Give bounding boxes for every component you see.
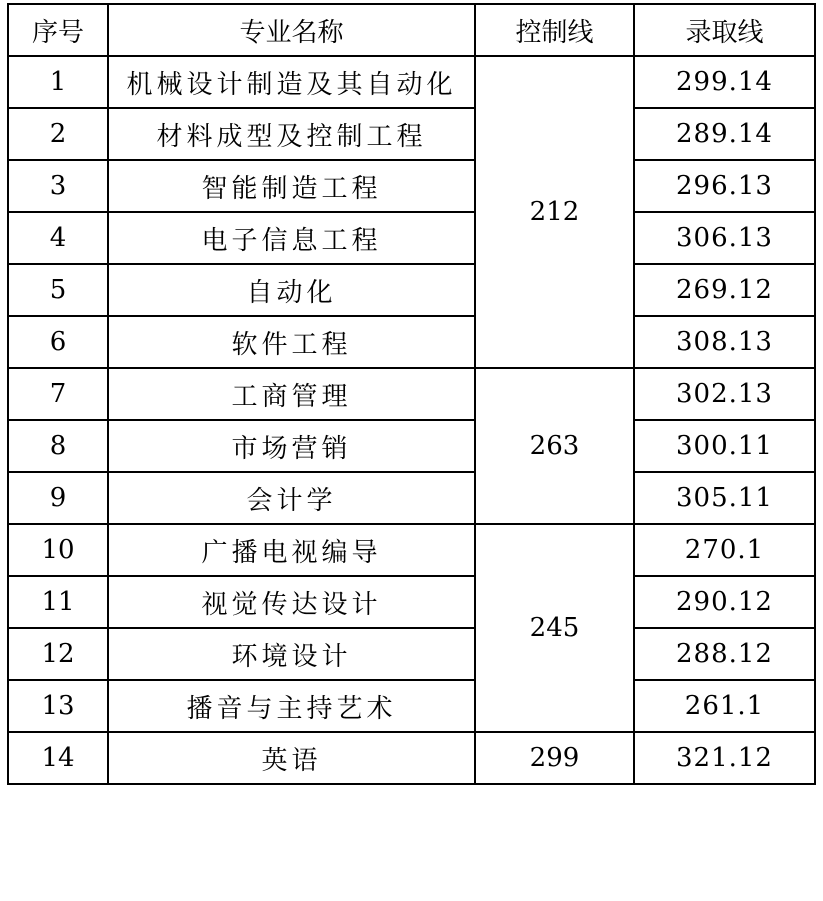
admission-scores-table: [7, 3, 816, 785]
admission-score: 288.12: [634, 628, 815, 680]
row-index: 14: [8, 732, 108, 784]
table-row: [8, 368, 815, 420]
row-index: 7: [8, 368, 108, 420]
control-line-value: 263: [475, 368, 634, 524]
header-admission-line: 录取线: [634, 4, 815, 56]
table-row: [8, 576, 815, 628]
row-index: 5: [8, 264, 108, 316]
admission-score: 305.11: [634, 472, 815, 524]
control-line-value: 299: [475, 732, 634, 784]
major-name: 自动化: [108, 264, 475, 316]
header-row: [8, 4, 815, 56]
admission-table-container: [7, 3, 816, 785]
admission-score: 269.12: [634, 264, 815, 316]
row-index: 3: [8, 160, 108, 212]
row-index: 6: [8, 316, 108, 368]
major-name: 软件工程: [108, 316, 475, 368]
admission-score: 308.13: [634, 316, 815, 368]
row-index: 11: [8, 576, 108, 628]
row-index: 12: [8, 628, 108, 680]
table-row: [8, 108, 815, 160]
admission-score: 261.1: [634, 680, 815, 732]
row-index: 2: [8, 108, 108, 160]
table-row: [8, 56, 815, 108]
admission-score: 321.12: [634, 732, 815, 784]
row-index: 1: [8, 56, 108, 108]
major-name: 会计学: [108, 472, 475, 524]
table-row: [8, 628, 815, 680]
header-control-line: 控制线: [475, 4, 634, 56]
table-row: [8, 212, 815, 264]
header-index: 序号: [8, 4, 108, 56]
admission-score: 296.13: [634, 160, 815, 212]
admission-score: 300.11: [634, 420, 815, 472]
table-row: [8, 160, 815, 212]
major-name: 环境设计: [108, 628, 475, 680]
table-row: [8, 680, 815, 732]
major-name: 智能制造工程: [108, 160, 475, 212]
table-row: [8, 732, 815, 784]
row-index: 10: [8, 524, 108, 576]
admission-score: 290.12: [634, 576, 815, 628]
table-row: [8, 524, 815, 576]
table-row: [8, 264, 815, 316]
major-name: 工商管理: [108, 368, 475, 420]
major-name: 视觉传达设计: [108, 576, 475, 628]
major-name: 广播电视编导: [108, 524, 475, 576]
major-name: 英语: [108, 732, 475, 784]
row-index: 9: [8, 472, 108, 524]
row-index: 13: [8, 680, 108, 732]
row-index: 8: [8, 420, 108, 472]
major-name: 播音与主持艺术: [108, 680, 475, 732]
major-name: 材料成型及控制工程: [108, 108, 475, 160]
row-index: 4: [8, 212, 108, 264]
major-name: 市场营销: [108, 420, 475, 472]
control-line-value: 245: [475, 524, 634, 732]
control-line-value: 212: [475, 56, 634, 368]
admission-score: 289.14: [634, 108, 815, 160]
header-major: 专业名称: [108, 4, 475, 56]
table-row: [8, 420, 815, 472]
table-row: [8, 472, 815, 524]
admission-score: 270.1: [634, 524, 815, 576]
admission-score: 306.13: [634, 212, 815, 264]
table-row: [8, 316, 815, 368]
major-name: 机械设计制造及其自动化: [108, 56, 475, 108]
admission-score: 302.13: [634, 368, 815, 420]
admission-score: 299.14: [634, 56, 815, 108]
major-name: 电子信息工程: [108, 212, 475, 264]
